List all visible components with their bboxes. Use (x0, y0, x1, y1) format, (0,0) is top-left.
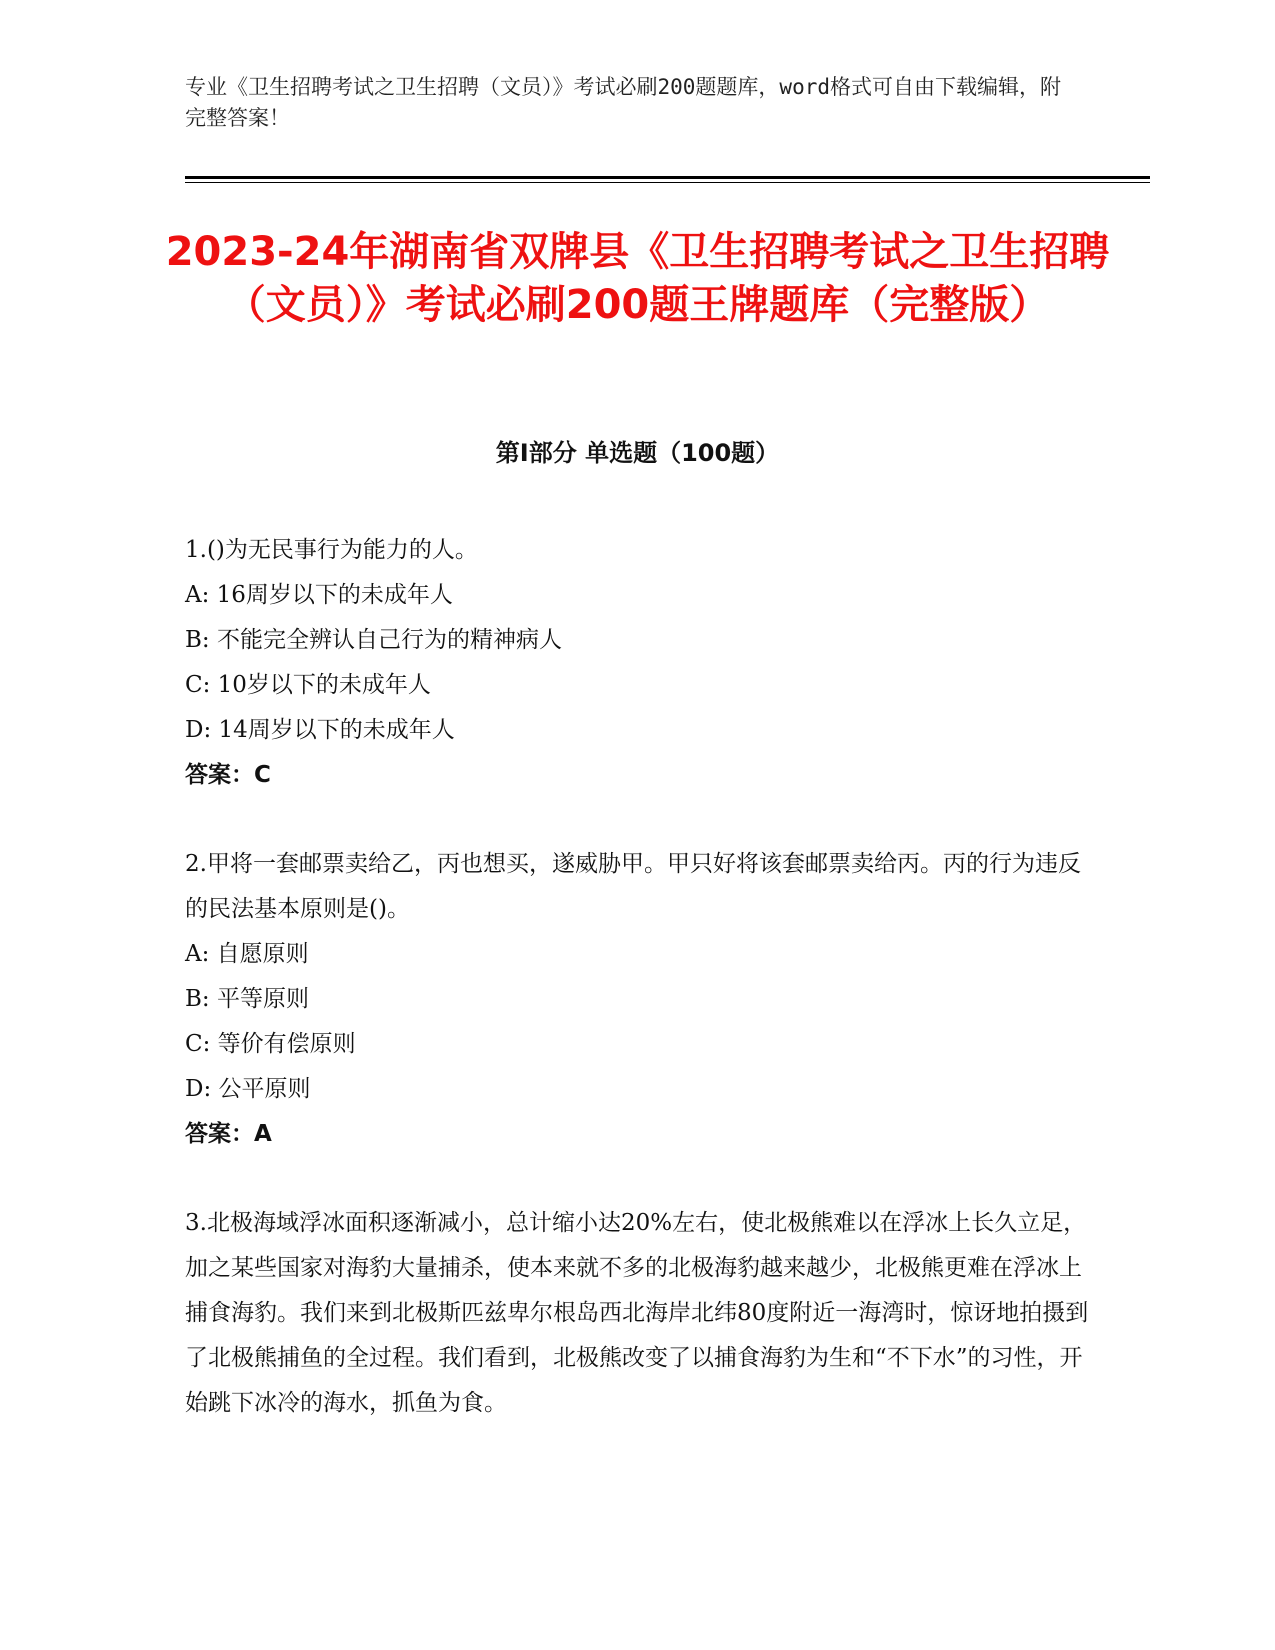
question-stem: 3.北极海域浮冰面积逐渐减小，总计缩小达20%左右，使北极熊难以在浮冰上长久立足，加之某些国家对海豹大量捕杀，使本来就不多的北极海豹越来越少，北极熊更难在浮冰上捕食海豹。我们来到北极斯匹兹卑尔根岛西北海岸北纬80度附近一海湾时，惊讶地拍摄到了北极熊捕鱼的全过程。我们看到，北极熊改变了以捕食海豹为生和“不下水”的习性，开始跳下冰冷的海水，抓鱼为食。 (185, 1210, 1089, 1416)
question-3 (185, 1201, 1095, 1426)
header-divider-thick (185, 176, 1150, 179)
option-d: D: 14周岁以下的未成年人 (185, 717, 455, 743)
option-c: C: 等价有偿原则 (185, 1031, 356, 1057)
header-divider-thin (185, 182, 1150, 183)
document-title: 2023-24年湖南省双牌县《卫生招聘考试之卫生招聘（文员）》考试必刷200题王牌题库（完整版） (165, 229, 1110, 328)
question-1 (185, 528, 1095, 798)
option-b: B: 不能完全辨认自己行为的精神病人 (185, 627, 562, 653)
question-stem: 1.()为无民事行为能力的人。 (185, 537, 478, 563)
option-a: A: 自愿原则 (185, 941, 309, 967)
question-stem: 2.甲将一套邮票卖给乙，丙也想买，遂威胁甲。甲只好将该套邮票卖给丙。丙的行为违反的民法基本原则是()。 (185, 851, 1081, 922)
option-d: D: 公平原则 (185, 1076, 311, 1102)
answer-label: 答案：C (185, 762, 271, 788)
option-b: B: 平等原则 (185, 986, 309, 1012)
answer-label: 答案：A (185, 1121, 272, 1147)
header-note: 专业《卫生招聘考试之卫生招聘（文员）》考试必刷200题题库，word格式可自由下载编辑，附完整答案！ (185, 75, 1061, 130)
question-2 (185, 842, 1095, 1157)
option-c: C: 10岁以下的未成年人 (185, 672, 431, 698)
option-a: A: 16周岁以下的未成年人 (185, 582, 453, 608)
section-heading: 第I部分 单选题（100题） (495, 439, 780, 467)
question-list (185, 528, 1095, 1470)
